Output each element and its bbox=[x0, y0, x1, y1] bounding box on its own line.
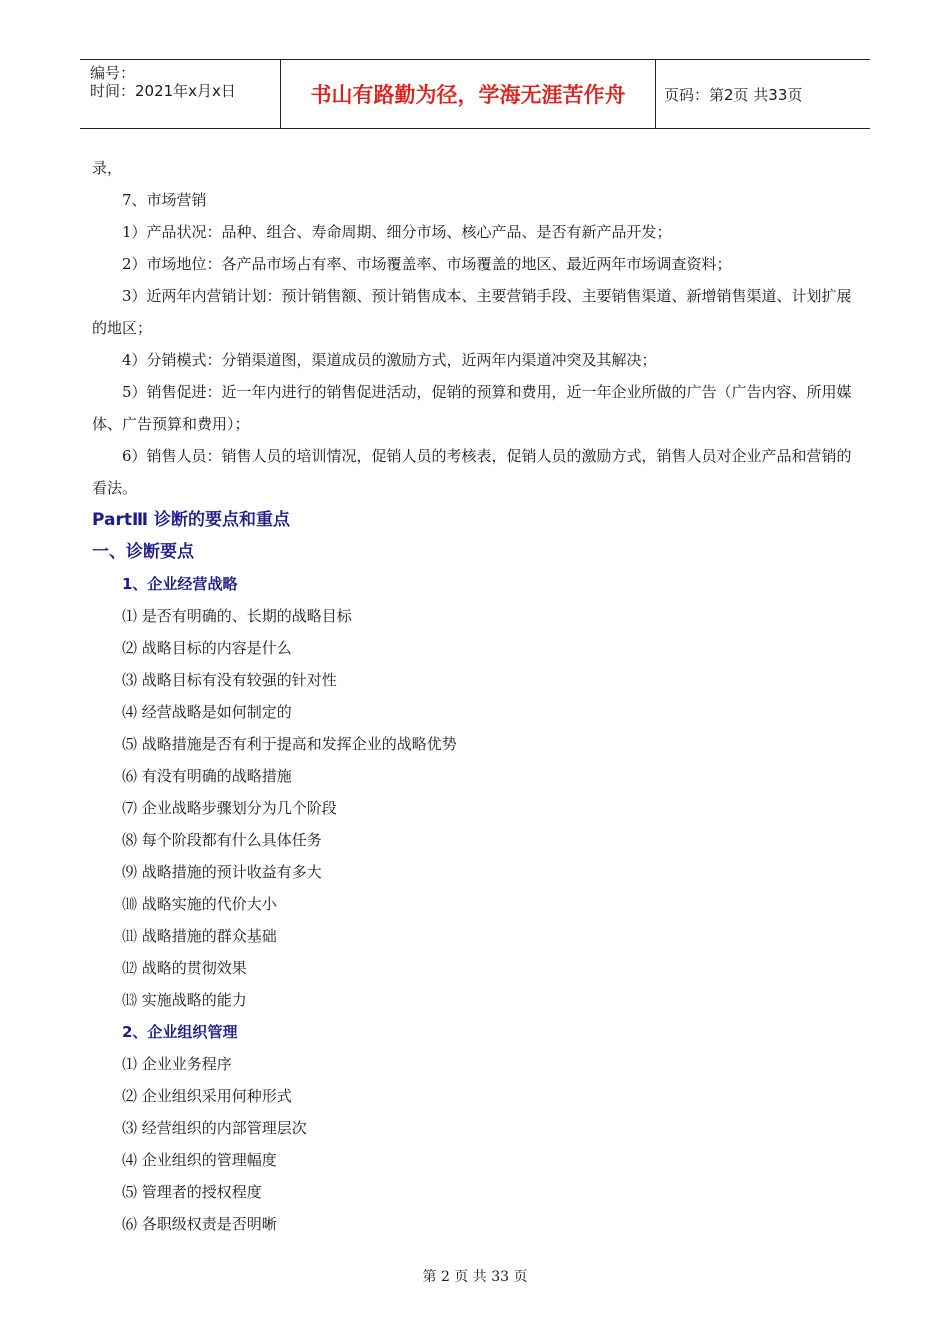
marketing-item: 5）销售促进：近一年内进行的销售促进活动，促销的预算和费用，近一年企业所做的广告（广告内容、所用媒体、广告预算和费用）； bbox=[92, 383, 852, 433]
strategy-item: ⑼ 战略措施的预计收益有多大 bbox=[122, 863, 322, 881]
organization-item: ⑹ 各职级权责是否明晰 bbox=[122, 1215, 277, 1233]
strategy-subsection-title: 1、企业经营战略 bbox=[122, 575, 238, 593]
marketing-item: 4）分销模式：分销渠道图，渠道成员的激励方式，近两年内渠道冲突及其解决； bbox=[122, 351, 657, 369]
marketing-item: 2）市场地位：各产品市场占有率、市场覆盖率、市场覆盖的地区、最近两年市场调查资料； bbox=[122, 255, 732, 273]
document-header bbox=[80, 59, 870, 129]
strategy-item: ⑻ 每个阶段都有什么具体任务 bbox=[122, 831, 322, 849]
organization-item: ⑵ 企业组织采用何种形式 bbox=[122, 1087, 292, 1105]
marketing-item: 3）近两年内营销计划：预计销售额、预计销售成本、主要营销手段、主要销售渠道、新增销售渠道、计划扩展的地区； bbox=[92, 287, 852, 337]
strategy-item: ⑵ 战略目标的内容是什么 bbox=[122, 639, 292, 657]
document-number-label: 编号： bbox=[90, 64, 136, 82]
strategy-item: ⑸ 战略措施是否有利于提高和发挥企业的战略优势 bbox=[122, 735, 457, 753]
marketing-item: 6）销售人员：销售人员的培训情况，促销人员的考核表，促销人员的激励方式，销售人员对企业产品和营销的看法。 bbox=[92, 447, 852, 497]
strategy-item: ⑹ 有没有明确的战略措施 bbox=[122, 767, 292, 785]
strategy-item: ⑷ 经营战略是如何制定的 bbox=[122, 703, 292, 721]
strategy-item: ⑴ 是否有明确的、长期的战略目标 bbox=[122, 607, 352, 625]
strategy-item: ⑽ 战略实施的代价大小 bbox=[122, 895, 277, 913]
organization-item: ⑷ 企业组织的管理幅度 bbox=[122, 1151, 277, 1169]
strategy-item: ⑾ 战略措施的群众基础 bbox=[122, 927, 277, 945]
page-footer: 第 2 页 共 33 页 bbox=[422, 1269, 528, 1285]
marketing-item: 1）产品状况：品种、组合、寿命周期、细分市场、核心产品、是否有新产品开发； bbox=[122, 223, 672, 241]
strategy-item: ⑿ 战略的贯彻效果 bbox=[122, 959, 247, 977]
marketing-heading: 7、市场营销 bbox=[122, 191, 207, 209]
document-time-label: 时间：2021年x月x日 bbox=[90, 82, 236, 100]
part-title: PartⅢ 诊断的要点和重点 bbox=[92, 510, 290, 530]
organization-item: ⑶ 经营组织的内部管理层次 bbox=[122, 1119, 307, 1137]
header-meta bbox=[80, 60, 280, 128]
header-motto: 书山有路勤为径，学海无涯苦作舟 bbox=[280, 60, 656, 128]
organization-subsection-title: 2、企业组织管理 bbox=[122, 1023, 238, 1041]
organization-item: ⑸ 管理者的授权程度 bbox=[122, 1183, 262, 1201]
strategy-item: ⑺ 企业战略步骤划分为几个阶段 bbox=[122, 799, 337, 817]
intro-continuation: 录， bbox=[92, 159, 123, 177]
strategy-item: ⑶ 战略目标有没有较强的针对性 bbox=[122, 671, 337, 689]
document-body bbox=[92, 152, 864, 1240]
section-title: 一、诊断要点 bbox=[92, 542, 194, 562]
organization-item: ⑴ 企业业务程序 bbox=[122, 1055, 232, 1073]
header-page-info: 页码：第2页 共33页 bbox=[664, 85, 803, 104]
strategy-item: ⒀ 实施战略的能力 bbox=[122, 991, 247, 1009]
